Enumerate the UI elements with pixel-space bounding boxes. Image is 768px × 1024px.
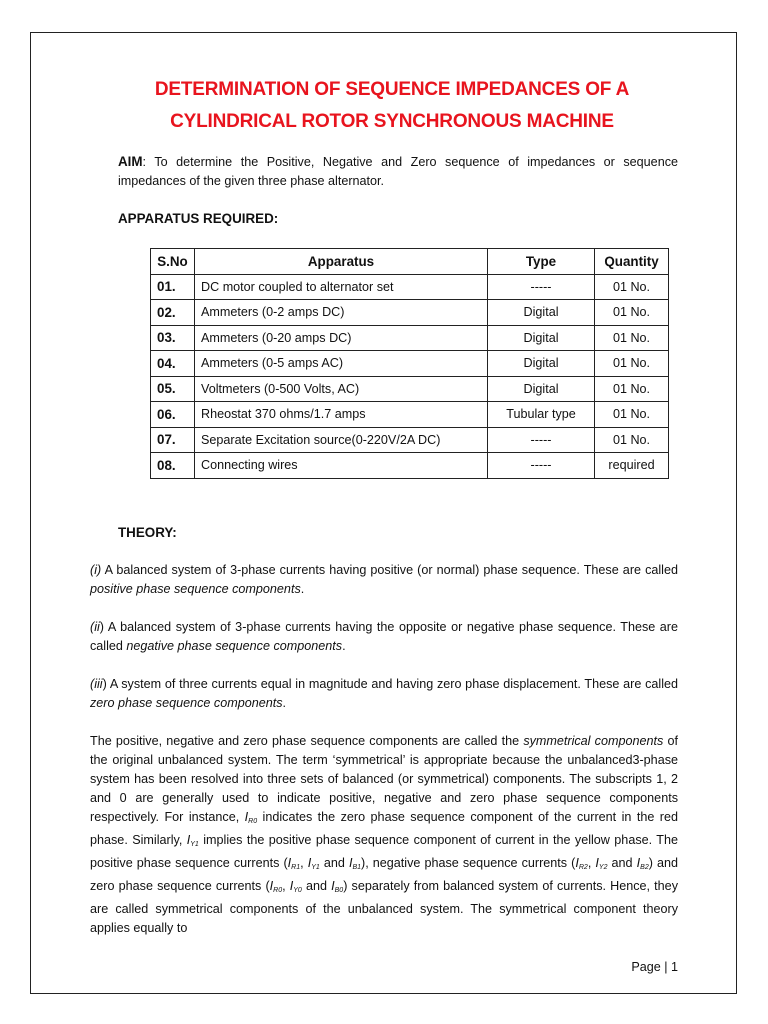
text-segment: I <box>636 856 641 870</box>
apparatus-heading: APPARATUS REQUIRED: <box>118 211 279 226</box>
subscript: R2 <box>578 864 588 871</box>
table-row <box>151 376 669 402</box>
subscript: R1 <box>291 864 301 871</box>
text-segment: ) and zero phase sequence currents ( <box>90 856 679 893</box>
text-segment: ), negative phase sequence currents ( <box>361 856 576 870</box>
cell-apparatus: DC motor coupled to alternator set <box>195 274 488 300</box>
theory-item-3 <box>90 675 678 713</box>
aim-label: AIM <box>118 154 143 169</box>
subscript: Y1 <box>190 841 199 848</box>
text-segment: , <box>300 856 308 870</box>
text-segment: ) separately from balanced system of currents. Hence, they are called symmetrical components of the unbalanced system. The symmetrical component theory applies equally to <box>90 879 678 935</box>
text-segment: implies the positive phase sequence component of current in the yellow phase. The positive phase sequence currents ( <box>90 833 678 870</box>
text-segment: negative phase sequence components <box>126 639 343 654</box>
text-segment: I <box>331 879 335 893</box>
text-segment: I <box>307 856 312 870</box>
cell-quantity: 01 No. <box>595 427 669 453</box>
apparatus-table <box>150 248 669 479</box>
cell-sno: 02. <box>151 300 195 326</box>
aim-text: : To determine the Positive, Negative and Zero sequence of impedances or sequence impedances of the given three phase alternator. <box>118 155 678 189</box>
cell-quantity: 01 No. <box>595 402 669 428</box>
cell-apparatus: Ammeters (0-20 amps DC) <box>195 325 488 351</box>
col-header-sno: S.No <box>151 249 195 275</box>
text-segment: I <box>287 856 292 870</box>
text-segment: I <box>269 879 274 893</box>
cell-type: Digital <box>488 325 595 351</box>
table-row <box>151 300 669 326</box>
text-segment: A balanced system of 3-phase currents having positive (or normal) phase sequence. These are called <box>101 563 678 577</box>
theory-item-1 <box>90 561 678 599</box>
text-segment: I <box>595 856 599 870</box>
cell-type: Digital <box>488 300 595 326</box>
text-segment: I <box>186 833 191 847</box>
cell-quantity: 01 No. <box>595 351 669 377</box>
subscript: R0 <box>273 887 283 894</box>
text-segment: and <box>301 879 332 893</box>
text-segment: . <box>282 696 287 711</box>
text-segment: (iii <box>90 677 103 691</box>
col-header-apparatus: Apparatus <box>195 249 488 275</box>
subscript: Y1 <box>311 864 320 871</box>
cell-apparatus: Ammeters (0-2 amps DC) <box>195 300 488 326</box>
text-segment: symmetrical components <box>523 734 664 748</box>
text-segment: , <box>282 879 290 893</box>
table-row <box>151 351 669 377</box>
text-segment: and <box>319 856 349 870</box>
table-row <box>151 427 669 453</box>
cell-quantity: 01 No. <box>595 325 669 351</box>
cell-type: Digital <box>488 376 595 402</box>
cell-apparatus: Voltmeters (0-500 Volts, AC) <box>195 376 488 402</box>
subscript: R0 <box>248 818 258 825</box>
text-segment: The positive, negative and zero phase sequence components are called the <box>90 734 524 748</box>
text-segment: I <box>244 810 249 824</box>
subscript: B0 <box>334 887 344 894</box>
theory-item-2 <box>90 618 678 656</box>
cell-quantity: required <box>595 453 669 479</box>
text-segment: ) A balanced system of 3-phase currents having the opposite or negative phase sequence. These are called <box>90 620 678 654</box>
col-header-quantity: Quantity <box>595 249 669 275</box>
text-segment: . <box>300 582 305 597</box>
text-segment: , <box>587 856 596 870</box>
cell-type: ----- <box>488 427 595 453</box>
cell-sno: 08. <box>151 453 195 479</box>
subscript: B1 <box>352 864 362 871</box>
cell-quantity: 01 No. <box>595 376 669 402</box>
text-segment: (i) <box>90 563 102 577</box>
table-row <box>151 325 669 351</box>
text-segment: I <box>348 856 353 870</box>
subscript: Y2 <box>598 864 608 871</box>
cell-sno: 01. <box>151 274 195 300</box>
table-row <box>151 402 669 428</box>
cell-type: ----- <box>488 274 595 300</box>
text-segment: and <box>607 856 637 870</box>
col-header-type: Type <box>488 249 595 275</box>
text-segment: indicates the zero phase sequence component of the current in the red phase. Similarly, <box>90 810 678 847</box>
cell-sno: 07. <box>151 427 195 453</box>
text-segment: zero phase sequence components <box>90 696 283 711</box>
cell-sno: 03. <box>151 325 195 351</box>
page-number: Page | 1 <box>631 960 678 974</box>
cell-quantity: 01 No. <box>595 300 669 326</box>
cell-sno: 04. <box>151 351 195 377</box>
theory-paragraph <box>90 732 678 938</box>
table-row <box>151 453 669 479</box>
text-segment: (ii <box>90 620 100 634</box>
text-segment: ) A system of three currents equal in magnitude and having zero phase displacement. These are called <box>102 677 678 691</box>
text-segment: of the original unbalanced system. The term ‘symmetrical’ is appropriate because the unbalanced3-phase system has been resolved into three sets of balanced (or symmetrical) components. The subscripts 1, 2 and 0 are generally used to indicate positive, negative and zero phase sequence components respectively. For instance, <box>90 734 678 824</box>
title-line-2: CYLINDRICAL ROTOR SYNCHRONOUS MACHINE <box>170 111 614 132</box>
title-line-1: DETERMINATION OF SEQUENCE IMPEDANCES OF A <box>154 79 630 100</box>
text-segment: I <box>289 879 294 893</box>
cell-quantity: 01 No. <box>595 274 669 300</box>
text-segment: positive phase sequence components <box>90 582 301 597</box>
table-row <box>151 274 669 300</box>
subscript: B2 <box>640 864 649 871</box>
theory-heading: THEORY: <box>118 525 177 540</box>
cell-type: ----- <box>488 453 595 479</box>
cell-type: Tubular type <box>488 402 595 428</box>
text-segment: I <box>575 856 579 870</box>
text-segment: . <box>342 639 346 654</box>
aim-section <box>118 152 678 191</box>
cell-apparatus: Connecting wires <box>195 453 488 479</box>
cell-apparatus: Separate Excitation source(0-220V/2A DC) <box>195 427 488 453</box>
cell-apparatus: Ammeters (0-5 amps AC) <box>195 351 488 377</box>
cell-apparatus: Rheostat 370 ohms/1.7 amps <box>195 402 488 428</box>
cell-sno: 05. <box>151 376 195 402</box>
subscript: Y0 <box>293 887 302 894</box>
cell-sno: 06. <box>151 402 195 428</box>
cell-type: Digital <box>488 351 595 377</box>
